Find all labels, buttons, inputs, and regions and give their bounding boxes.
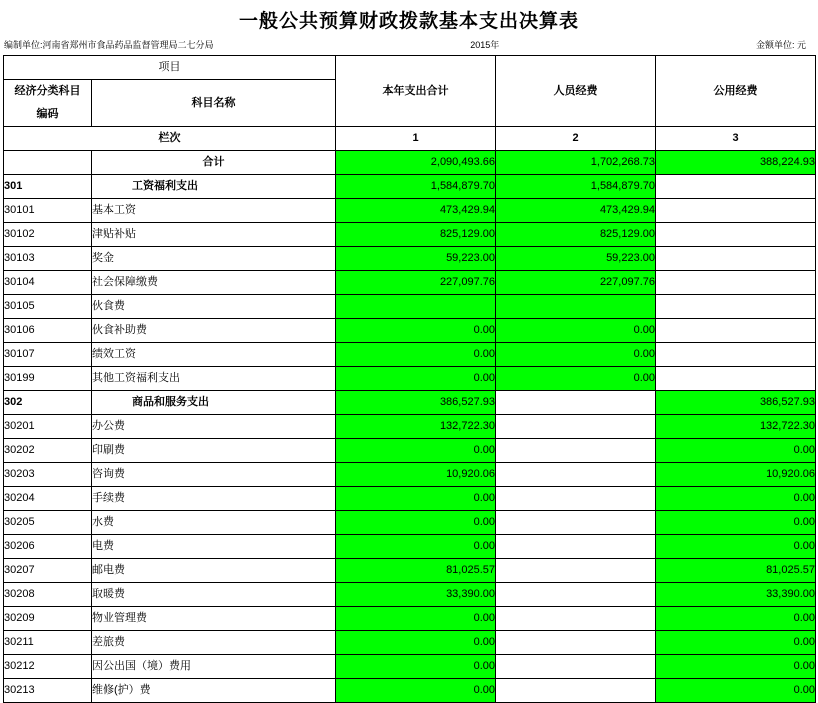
header-lanci-3: 3 <box>656 127 816 151</box>
cell-subject-name: 办公费 <box>92 415 336 439</box>
table-row <box>4 439 816 463</box>
cell-subject-name: 水费 <box>92 511 336 535</box>
table-row <box>4 367 816 391</box>
cell-year-total: 473,429.94 <box>336 199 496 223</box>
cell-code: 30212 <box>4 655 92 679</box>
page-title: 一般公共预算财政拨款基本支出决算表 <box>238 10 579 32</box>
cell-subject-name: 因公出国（境）费用 <box>92 655 336 679</box>
cell-year-total: 0.00 <box>336 607 496 631</box>
cell-code: 30102 <box>4 223 92 247</box>
cell-code: 30103 <box>4 247 92 271</box>
cell-public-expense <box>656 271 816 295</box>
cell-code: 30107 <box>4 343 92 367</box>
cell-personnel-expense: 1,702,268.73 <box>496 151 656 175</box>
cell-public-expense: 0.00 <box>656 535 816 559</box>
cell-code: 30202 <box>4 439 92 463</box>
cell-public-expense <box>656 319 816 343</box>
cell-code: 30203 <box>4 463 92 487</box>
cell-personnel-expense <box>496 487 656 511</box>
cell-code: 301 <box>4 175 92 199</box>
cell-year-total: 0.00 <box>336 343 496 367</box>
cell-year-total: 132,722.30 <box>336 415 496 439</box>
cell-personnel-expense: 825,129.00 <box>496 223 656 247</box>
header-row-group <box>4 56 816 80</box>
cell-subject-name: 基本工资 <box>92 199 336 223</box>
cell-public-expense: 132,722.30 <box>656 415 816 439</box>
header-row-lanci <box>4 127 816 151</box>
cell-personnel-expense: 59,223.00 <box>496 247 656 271</box>
cell-code: 30213 <box>4 679 92 703</box>
cell-public-expense <box>656 247 816 271</box>
header-col-code-line2: 编码 <box>36 108 59 120</box>
cell-subject-name: 取暖费 <box>92 583 336 607</box>
cell-subject-name: 商品和服务支出 <box>92 391 336 415</box>
cell-code: 302 <box>4 391 92 415</box>
cell-personnel-expense: 0.00 <box>496 367 656 391</box>
cell-personnel-expense: 0.00 <box>496 319 656 343</box>
table-row <box>4 607 816 631</box>
cell-public-expense <box>656 295 816 319</box>
cell-public-expense <box>656 367 816 391</box>
cell-personnel-expense <box>496 295 656 319</box>
header-item-group: 项目 <box>4 56 336 80</box>
cell-subject-name: 伙食费 <box>92 295 336 319</box>
cell-year-total: 0.00 <box>336 655 496 679</box>
cell-public-expense: 10,920.06 <box>656 463 816 487</box>
cell-personnel-expense <box>496 511 656 535</box>
table-row <box>4 319 816 343</box>
cell-personnel-expense: 473,429.94 <box>496 199 656 223</box>
cell-code: 30209 <box>4 607 92 631</box>
table-row <box>4 463 816 487</box>
report-year: 2015年 <box>470 40 500 50</box>
cell-year-total: 0.00 <box>336 631 496 655</box>
cell-personnel-expense <box>496 679 656 703</box>
cell-personnel-expense <box>496 391 656 415</box>
cell-year-total: 10,920.06 <box>336 463 496 487</box>
cell-subject-name: 合计 <box>92 151 336 175</box>
table-row <box>4 175 816 199</box>
cell-subject-name: 工资福利支出 <box>92 175 336 199</box>
cell-subject-name: 社会保障缴费 <box>92 271 336 295</box>
table-row <box>4 415 816 439</box>
cell-year-total: 81,025.57 <box>336 559 496 583</box>
cell-public-expense <box>656 199 816 223</box>
cell-subject-name: 绩效工资 <box>92 343 336 367</box>
cell-public-expense: 0.00 <box>656 439 816 463</box>
cell-public-expense: 0.00 <box>656 511 816 535</box>
compiling-unit-label: 编制单位: <box>4 40 43 50</box>
header-col-total: 本年支出合计 <box>336 56 496 127</box>
cell-subject-name: 伙食补助费 <box>92 319 336 343</box>
cell-year-total: 227,097.76 <box>336 271 496 295</box>
cell-public-expense: 0.00 <box>656 487 816 511</box>
cell-public-expense <box>656 223 816 247</box>
cell-year-total: 386,527.93 <box>336 391 496 415</box>
cell-subject-name: 津贴补贴 <box>92 223 336 247</box>
cell-personnel-expense <box>496 535 656 559</box>
header-col-name: 科目名称 <box>92 80 336 127</box>
meta-row <box>0 38 818 55</box>
cell-code: 30205 <box>4 511 92 535</box>
cell-code: 30207 <box>4 559 92 583</box>
header-col-code <box>4 80 92 127</box>
cell-personnel-expense <box>496 415 656 439</box>
cell-year-total: 1,584,879.70 <box>336 175 496 199</box>
table-row <box>4 559 816 583</box>
cell-year-total: 825,129.00 <box>336 223 496 247</box>
cell-year-total: 0.00 <box>336 679 496 703</box>
cell-personnel-expense: 1,584,879.70 <box>496 175 656 199</box>
table-row <box>4 583 816 607</box>
table-row <box>4 343 816 367</box>
cell-personnel-expense: 227,097.76 <box>496 271 656 295</box>
cell-personnel-expense <box>496 655 656 679</box>
cell-public-expense: 0.00 <box>656 607 816 631</box>
table-row <box>4 631 816 655</box>
cell-personnel-expense <box>496 439 656 463</box>
compiling-unit <box>4 38 214 51</box>
cell-code: 30199 <box>4 367 92 391</box>
cell-subject-name: 物业管理费 <box>92 607 336 631</box>
cell-year-total: 0.00 <box>336 487 496 511</box>
table-row <box>4 487 816 511</box>
cell-code <box>4 151 92 175</box>
table-header <box>4 56 816 151</box>
cell-public-expense <box>656 175 816 199</box>
table-row <box>4 535 816 559</box>
cell-code: 30204 <box>4 487 92 511</box>
cell-personnel-expense <box>496 631 656 655</box>
table-row <box>4 655 816 679</box>
cell-personnel-expense <box>496 583 656 607</box>
header-col-public: 公用经费 <box>656 56 816 127</box>
cell-subject-name: 手续费 <box>92 487 336 511</box>
budget-table <box>3 55 816 703</box>
cell-subject-name: 维修(护）费 <box>92 679 336 703</box>
cell-subject-name: 印刷费 <box>92 439 336 463</box>
cell-subject-name: 电费 <box>92 535 336 559</box>
cell-personnel-expense <box>496 463 656 487</box>
cell-public-expense: 0.00 <box>656 679 816 703</box>
table-row <box>4 223 816 247</box>
table-row <box>4 271 816 295</box>
cell-code: 30101 <box>4 199 92 223</box>
cell-code: 30211 <box>4 631 92 655</box>
cell-year-total: 0.00 <box>336 535 496 559</box>
header-col-code-line1: 经济分类科目 <box>14 85 81 97</box>
cell-subject-name: 奖金 <box>92 247 336 271</box>
cell-public-expense: 388,224.93 <box>656 151 816 175</box>
cell-personnel-expense: 0.00 <box>496 343 656 367</box>
table-row <box>4 679 816 703</box>
header-lanci-label: 栏次 <box>4 127 336 151</box>
cell-year-total <box>336 295 496 319</box>
cell-year-total: 0.00 <box>336 319 496 343</box>
cell-subject-name: 其他工资福利支出 <box>92 367 336 391</box>
table-row <box>4 511 816 535</box>
cell-public-expense: 81,025.57 <box>656 559 816 583</box>
cell-code: 30201 <box>4 415 92 439</box>
cell-year-total: 0.00 <box>336 511 496 535</box>
cell-code: 30104 <box>4 271 92 295</box>
table-body <box>4 151 816 703</box>
cell-public-expense <box>656 343 816 367</box>
cell-year-total: 33,390.00 <box>336 583 496 607</box>
cell-personnel-expense <box>496 607 656 631</box>
cell-code: 30206 <box>4 535 92 559</box>
table-row <box>4 295 816 319</box>
table-row <box>4 199 816 223</box>
cell-subject-name: 咨询费 <box>92 463 336 487</box>
cell-subject-name: 邮电费 <box>92 559 336 583</box>
cell-code: 30208 <box>4 583 92 607</box>
table-row <box>4 391 816 415</box>
cell-code: 30105 <box>4 295 92 319</box>
cell-public-expense: 386,527.93 <box>656 391 816 415</box>
header-lanci-2: 2 <box>496 127 656 151</box>
header-lanci-1: 1 <box>336 127 496 151</box>
table-row <box>4 151 816 175</box>
cell-year-total: 2,090,493.66 <box>336 151 496 175</box>
compiling-unit-value: 河南省郑州市食品药品监督管理局二七分局 <box>42 40 214 50</box>
cell-year-total: 0.00 <box>336 367 496 391</box>
cell-public-expense: 33,390.00 <box>656 583 816 607</box>
header-col-person: 人员经费 <box>496 56 656 127</box>
cell-year-total: 59,223.00 <box>336 247 496 271</box>
cell-personnel-expense <box>496 559 656 583</box>
amount-unit: 金额单位: 元 <box>755 40 806 50</box>
cell-public-expense: 0.00 <box>656 631 816 655</box>
cell-public-expense: 0.00 <box>656 655 816 679</box>
table-row <box>4 247 816 271</box>
cell-year-total: 0.00 <box>336 439 496 463</box>
cell-subject-name: 差旅费 <box>92 631 336 655</box>
cell-code: 30106 <box>4 319 92 343</box>
